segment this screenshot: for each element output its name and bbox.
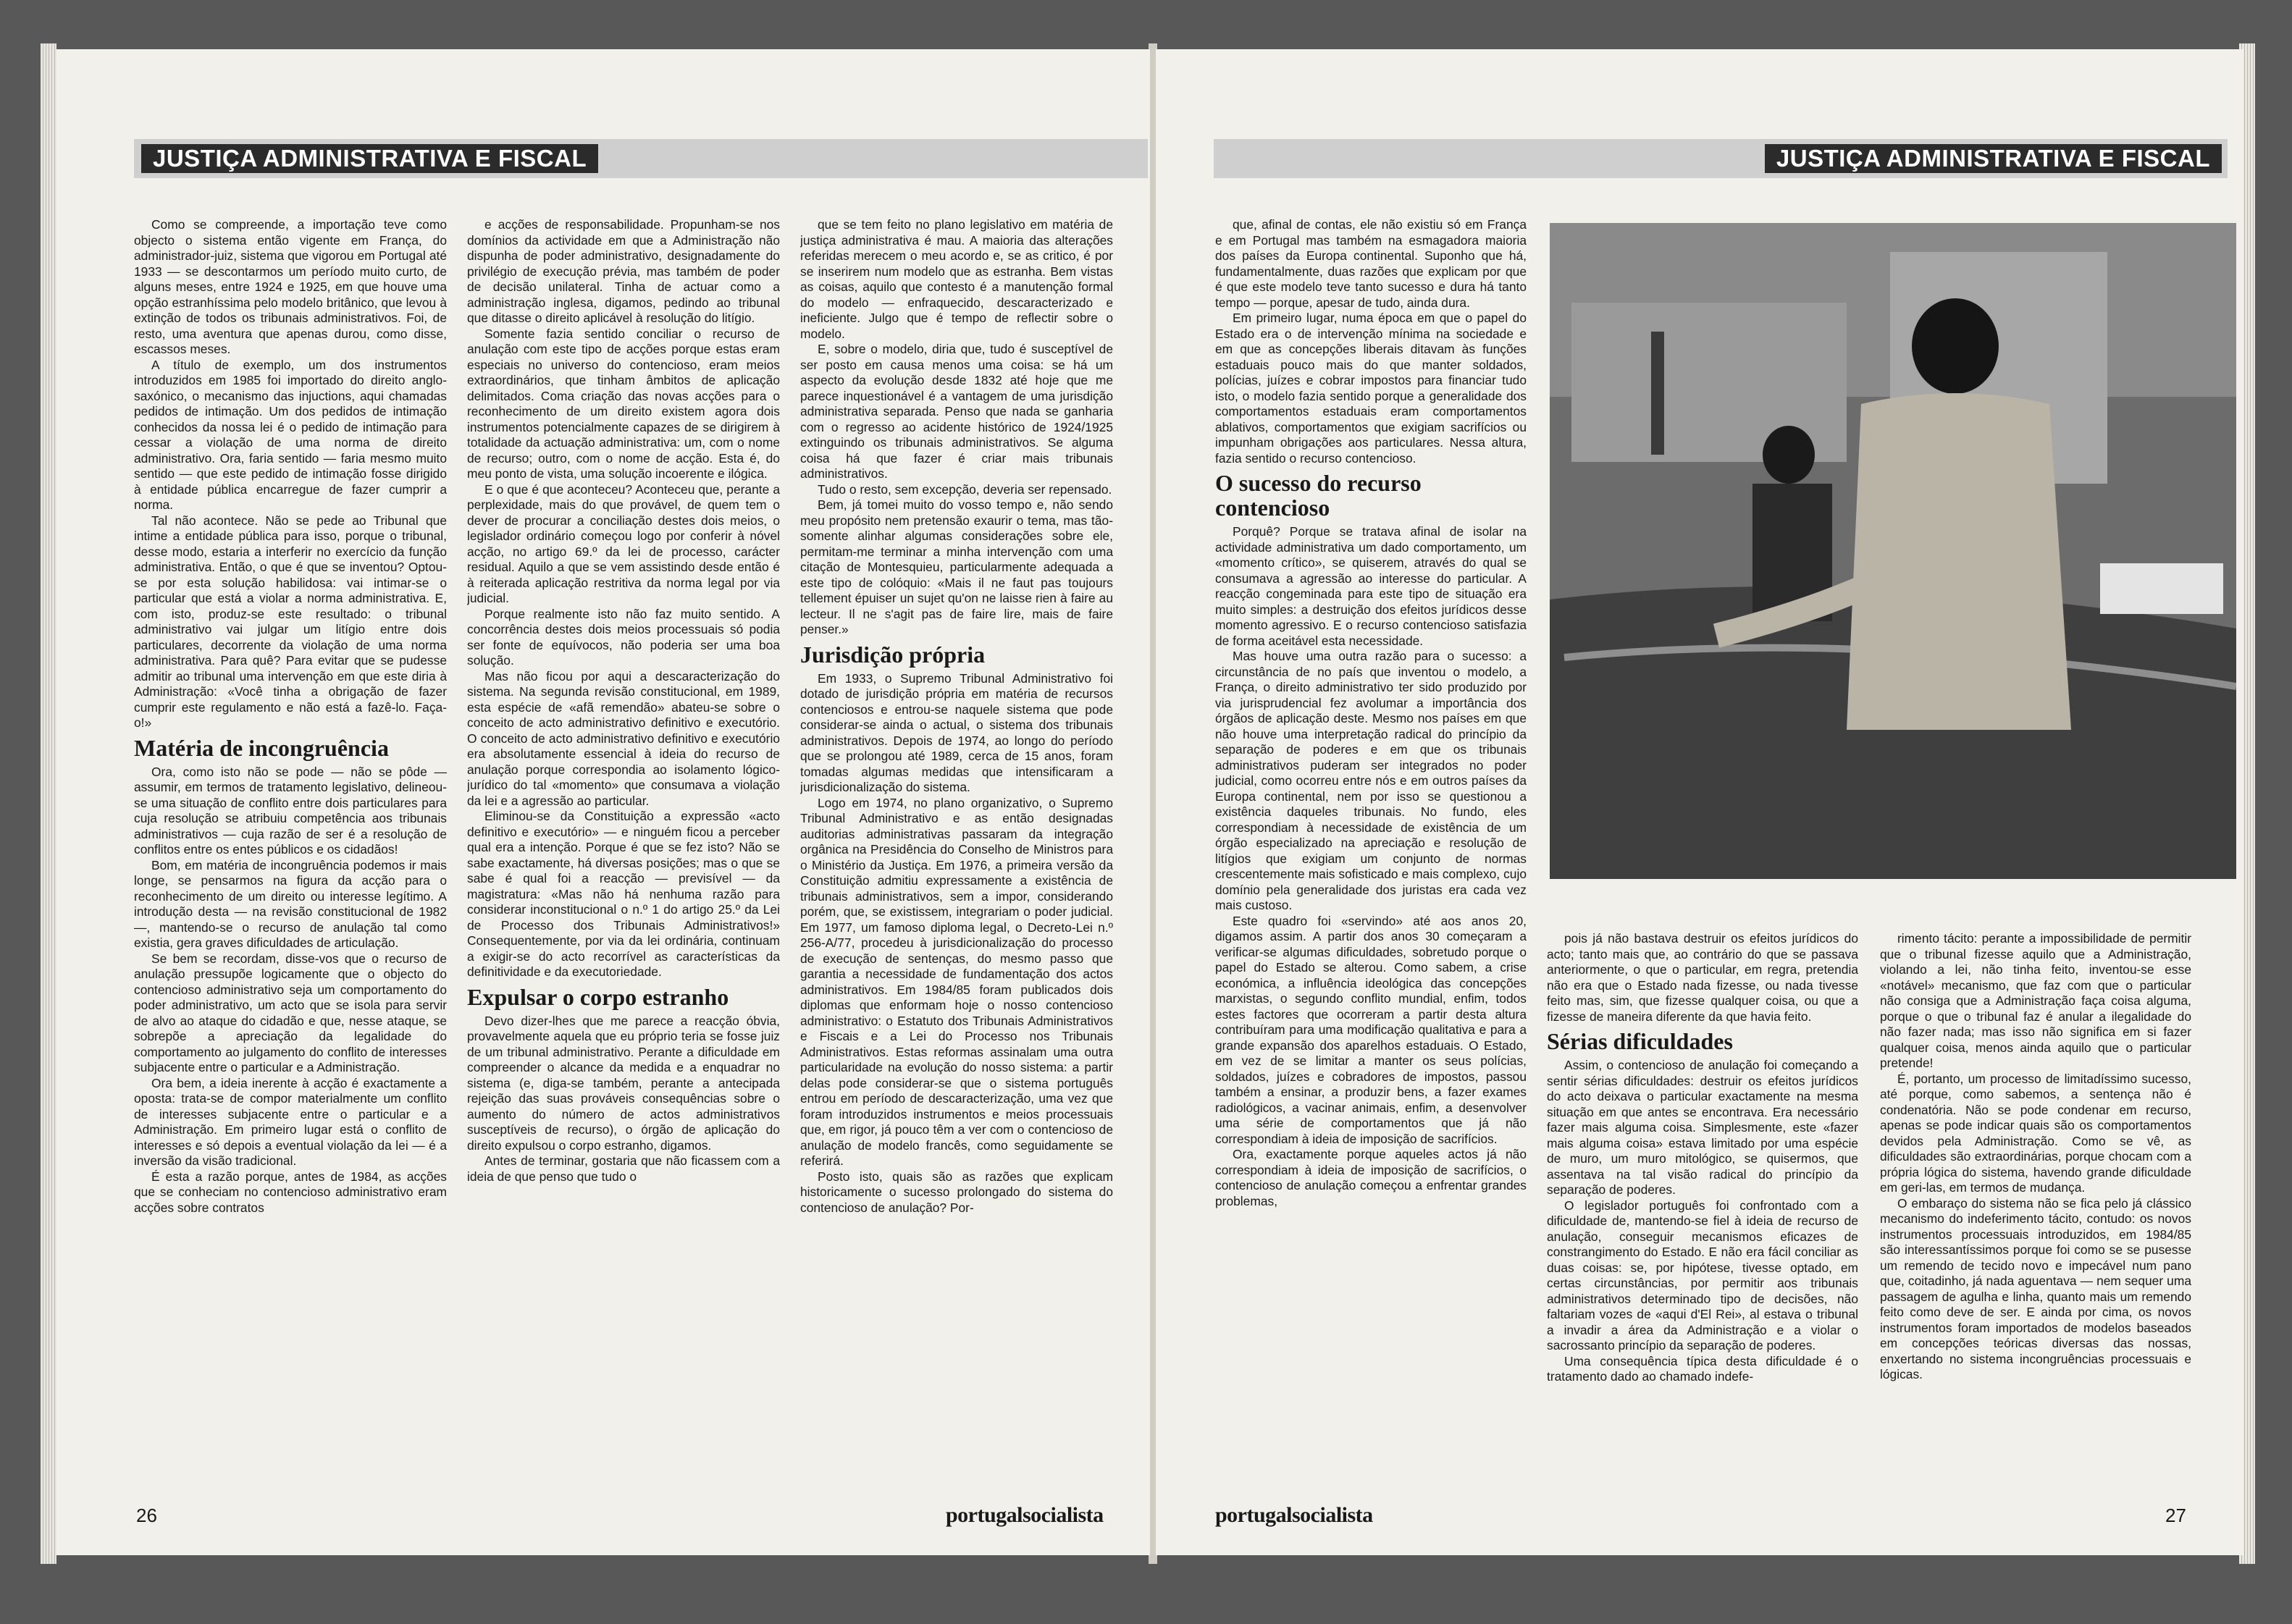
paragraph: e acções de responsabilidade. Propunham-se nos domínios da actividade em que a Administração não dispunha de poder administrativo, designadamente do privilégio de execução prévia, mas também de poder de decisão unilateral. Tinha de actuar como a administração inglesa, digamos, pedindo ao tribunal que ditasse o direito aplicável à resolução do litígio. xyxy=(467,217,780,325)
paragraph: Ora, como isto não se pode — não se pôde — assumir, em termos de tratamento legislativo, delineou-se uma situação de conflito entre dois particulares para cuja resolução se atribuiu competência aos tribunais administrativos — cuja razão de ser é a resolução de conflitos entre os entes públicos e os cidadãos! xyxy=(134,764,447,857)
paragraph: Logo em 1974, no plano organizativo, o Supremo Tribunal Administrativo e as então designadas auditorias administrativas passaram da integração orgânica na Presidência do Conselho de Ministros para o Ministério da Justiça. Em 1976, a primeira versão da Constituição admitiu expressamente a existência de tribunais administrativos, sem a impor, considerando porém, que, se existissem, integrariam o poder judicial. Em 1977, um famoso diploma legal, o Decreto-Lei n.º 256-A/77, procedeu à jurisdicionalização do processo de execução de sentenças, do mesmo passo que garantia a necessidade de fundamentação dos actos administrativos. Em 1984/85 foram publicados dois diplomas que enformam hoje o nosso contencioso administrativo: o Estatuto dos Tribunais Administrativos e Fiscais e a Lei do Processo nos Tribunais Administrativos. Estas reformas assinalam uma outra particularidade na evolução do nosso sistema: a partir delas pode considerar-se que o sistema português entrou em período de descaracterização, uma vez que foram introduzidos instrumentos e meios processuais que, em rigor, já pouco têm a ver com o contencioso de anulação de modelo francês, como seguidamente se referirá. xyxy=(800,795,1113,1168)
paragraph: Tudo o resto, sem excepção, deveria ser repensado. xyxy=(818,481,1112,497)
column-3-body-continued xyxy=(800,671,1113,1216)
paragraph: O embaraço do sistema não se fica pelo já clássico mecanismo do indeferimento tácito, contudo: os novos instrumentos processuais introduzidos, em 1984/85 são interessantíssimos porque foi como se se pusesse um remendo de tecido novo e impecável num pano que, coitadinho, já nada aguentava — nem sequer uma passagem de agulha e linha, quanto mais um remendo feito como deve de ser. E ainda por cima, os novos instrumentos foram importados de modelos baseados em concepções teóricas diversas das nossas, enxertando no sistema incongruências processuais e lógicas. xyxy=(1880,1195,2191,1381)
paragraph: Porquê? Porque se tratava afinal de isolar na actividade administrativa um dado comportamento, um «momento crítico», se quiserem, através do qual se consumava a agressão ao interesse do particular. A reacção congeminada para este tipo de situação era muito simples: a destruição dos efeitos jurídicos desse momento agressivo. E o recurso contencioso satisfazia de forma aceitável esta necessidade. xyxy=(1215,524,1527,648)
left-page xyxy=(56,49,1150,1555)
courtroom-photo xyxy=(1550,223,2236,879)
paragraph: Em 1933, o Supremo Tribunal Administrativo foi dotado de jurisdição própria em matéria de recursos contenciosos e entrou-se naquele sistema que pode considerar-se ainda o actual, o sistema dos tribunais administrativos. Depois de 1974, ao longo do período que se prolongou até 1989, cerca de 15 anos, foram tomadas algumas medidas que intensificaram a jurisdicionalização do sistema. xyxy=(800,670,1113,794)
left-page-edge xyxy=(41,43,56,1564)
left-column-1 xyxy=(134,217,447,1506)
column-3-body xyxy=(800,217,1113,638)
paragraph: Somente fazia sentido conciliar o recurso de anulação com este tipo de acções porque estas eram especiais no universo do contencioso, eram meios extraordinários, que tinham âmbitos de aplicação delimitados. Coma criação das novas acções para o reconhecimento de um direito existem agora dois instrumentos potencialmente capazes de se dirigirem à totalidade da actuação administrativa: um, com o nome de recurso; outro, com o nome de acção. Esta é, do meu ponto de vista, uma solução incoerente e ilógica. xyxy=(467,326,780,481)
paragraph: E o que é que aconteceu? Aconteceu que, perante a perplexidade, mais do que provável, de quem tem o dever de procurar a conciliação destes dois meios, o legislador ordinário começou logo por conferir à nóvel acção, no artigo 69.º da lei de processo, carácter residual. Aquilo a que se vem assistindo desde então é à reiterada aplicação restritiva da norma legal por via judicial. xyxy=(467,481,780,605)
right-column-2 xyxy=(1547,931,1858,1510)
column-2-body xyxy=(467,217,780,980)
column-5-body-continued xyxy=(1547,1058,1858,1385)
paragraph: que se tem feito no plano legislativo em matéria de justiça administrativa é mau. A maioria das alterações referidas merecem o meu acordo e, se as critico, é por se inserirem num modelo que as estranha. Bem vistas as coisas, aquilo que contesto é a manutenção formal do modelo — enfraquecido, descaracterizado e ineficiente. Julgo que é tempo de reflectir sobre o modelo. xyxy=(800,217,1113,341)
paragraph: rimento tácito: perante a impossibilidade de permitir que o tribunal fizesse aquilo que a Administração, violando a lei, não tinha feito, inventou-se esse «notável» mecanismo, que faz com que o particular não consiga que a Administração faça coisa alguma, porque o que o tribunal faz é anular a ilegalidade do não fazer nada; mas isso não significa em si fazer qualquer coisa, menos ainda aquilo que o particular pretende! xyxy=(1880,931,2191,1070)
column-4-body-continued xyxy=(1215,524,1527,1209)
paragraph: A título de exemplo, um dos instrumentos introduzidos em 1985 foi importado do direito anglo-saxónico, o mecanismo das injuctions, aqui chamadas pedidos de intimação. Um dos pedidos de intimação conhecidos da nossa lei é o pedido de intimação para cessar a violação de uma norma de direito administrativo. Ora, faria sentido — faria mesmo muito sentido — que este pedido de intimação fosse dirigido à entidade pública encarregue de fazer cumprir a norma. xyxy=(134,357,447,512)
paragraph: Este quadro foi «servindo» até aos anos 20, digamos assim. A partir dos anos 30 começaram a verificar-se algumas dificuldades, sobretudo porque o papel do Estado se alterou. Como sabem, a crise económica, a influência ideológica das concepções marxistas, o segundo conflito mundial, enfim, todos estes factores que ocorreram a partir desta altura contribuíram para uma modificação qualitativa e para a grande expansão dos aparelhos estaduais. O Estado, em vez de se limitar a manter os seus polícias, soldados, juízes e cobradores de impostos, passou também a ensinar, a produzir bens, a fazer exames radiológicos, a vacinar animais, enfim, a desenvolver uma série de comportamentos que já não correspondiam à ideia de imposição de sacrifícios. xyxy=(1215,913,1527,1146)
paragraph: Devo dizer-lhes que me parece a reacção óbvia, provavelmente aquela que eu próprio teria se fosse juiz de um tribunal administrativo. Perante a dificuldade em compreender o alcance da medida e a enquadrar no sistema (e, diga-se também, perante a antecipada rejeição das suas prováveis consequências sobre o aumento do número de actos administrativos susceptíveis de recurso), o órgão de aplicação do direito expulsou o corpo estranho, digamos. xyxy=(467,1013,780,1153)
paragraph: Porque realmente isto não faz muito sentido. A concorrência destes dois meios processuais só podia ser fonte de equívocos, não poderia ser uma boa solução. xyxy=(467,606,780,668)
left-column-3 xyxy=(800,217,1113,1506)
subheading-expulsar: Expulsar o corpo estranho xyxy=(467,983,729,1010)
paragraph: É, portanto, um processo de limitadíssimo sucesso, até porque, como sabemos, a sentença não é condenatória. Não se pode condenar em recurso, apenas se pode indicar quais são os comportamentos devidos pela Administração. Como se vê, as dificuldades são extraordinárias, porque chocam com a própria lógica do sistema, havendo grande dificuldade em geri-las, em termos de mudança. xyxy=(1880,1071,2191,1195)
paragraph: Mas não ficou por aqui a descaracterização do sistema. Na segunda revisão constitucional, em 1989, esta espécie de «afã remendão» abateu-se sobre o conceito de acto administrativo definitivo e executório. O conceito de acto administrativo definitivo e executório era absolutamente essencial à ideia do recurso de anulação porque correspondia ao isolamento lógico-jurídico do tal «momento» que consumava a violação da lei e a agressão ao particular. xyxy=(467,668,780,808)
column-1-body-continued xyxy=(134,765,447,1216)
column-5-body xyxy=(1547,931,1858,1025)
paragraph: Uma consequência típica desta dificuldade é o tratamento dado ao chamado indefe- xyxy=(1547,1353,1858,1384)
left-column-2 xyxy=(467,217,780,1506)
subheading-materia: Matéria de incongruência xyxy=(134,734,389,761)
paragraph: Ora bem, a ideia inerente à acção é exactamente a oposta: trata-se de compor materialmente um conflito de interesses subjacente entre o particular e a Administração. Em primeiro lugar está o conflito de interesses e só depois a eventual violação da lei — é a inversão da visão tradicional. xyxy=(134,1075,447,1168)
left-page-number: 26 xyxy=(136,1505,157,1526)
subheading-serias: Sérias dificuldades xyxy=(1547,1028,1733,1054)
right-masthead: portugalsocialista xyxy=(1215,1503,1373,1527)
paragraph: pois já não bastava destruir os efeitos jurídicos do acto; tanto mais que, ao contrário do que se passava anteriormente, o que o particular, em regra, pretendia não era que o Estado nada fizesse, ou nada tivesse feito mas, sim, que fizesse qualquer coisa, ou que a fizesse de maneira diferente da que havia feito. xyxy=(1547,931,1858,1024)
paragraph: que, afinal de contas, ele não existiu só em França e em Portugal mas também na esmagadora maioria dos países da Europa continental. Suponho que há, fundamentalmente, duas razões que explicam por que é que este modelo teve tanto sucesso e dura há tanto tempo — porque, apesar de tudo, ainda dura. xyxy=(1215,217,1527,310)
paragraph: Mas houve uma outra razão para o sucesso: a circunstância de no país que inventou o modelo, a França, o direito administrativo ter sido produzido por via jurisprudencial fez avolumar a importância dos órgãos de aplicação deste. Mesmo nos países em que não houve uma interpretação radical do princípio da separação de poderes e em que os tribunais administrativos puderam ser integrados no poder judicial, como ocorreu entre nós e em outros países da Europa continental, nem por isso se questionou a existência daqueles tribunais. No fundo, eles correspondiam à necessidade de existência de um órgão especializado na apreciação e resolução de litígios que exigiam um conjunto de normas crescentemente mais sofisticado e mais complexo, cujo domínio pela generalidade dos juristas era cada vez mais custoso. xyxy=(1215,649,1527,912)
right-section-title: JUSTIÇA ADMINISTRATIVA E FISCAL xyxy=(1765,144,2222,173)
paragraph: Se bem se recordam, disse-vos que o recurso de anulação pressupõe logicamente que o objecto do contencioso administrativo seja um comportamento do poder administrativo, um acto que se isola para servir de alvo ao ataque do cidadão e que, nesse ataque, se sobrepõe a apreciação da legalidade do comportamento ao julgamento do conflito de interesses subjacente entre o particular e a Administração. xyxy=(134,951,447,1074)
paragraph: Bem, já tomei muito do vosso tempo e, não sendo meu propósito nem pretensão exaurir o tema, mas tão-somente alinhar algumas considerações sobre ele, permitam-me terminar a minha intervenção com uma citação de Montesquieu, particularmente adequada a este tipo de colóquio: «Mais il ne faut pas toujours tellement épuiser un sujet qu'on ne laisse rien à faire au lecteur. Il ne s'agit pas de faire lire, mais de faire penser.» xyxy=(800,497,1113,636)
subheading-jurisdicao: Jurisdição própria xyxy=(800,641,986,668)
column-6-body xyxy=(1880,931,2191,1383)
paragraph: O legislador português foi confrontado com a dificuldade de, mantendo-se fiel à ideia de recurso de anulação, conseguir mecanismos eficazes de constrangimento do Estado. E não era fácil conciliar as duas coisas: se, por hipótese, tivesse optado, em certas circunstâncias, por permitir aos tribunais administrativos determinado tipo de decisões, não faltariam vozes de «aqui d'El Rei», al estava o tribunal a invadir a área da Administração e a violar o sacrossanto princípio da separação de poderes. xyxy=(1547,1198,1858,1352)
right-header-band xyxy=(1214,139,2228,178)
right-page-number: 27 xyxy=(2165,1505,2186,1526)
left-section-title: JUSTIÇA ADMINISTRATIVA E FISCAL xyxy=(141,144,598,173)
photo-icon xyxy=(1550,223,2236,879)
paragraph: E, sobre o modelo, diria que, tudo é susceptível de ser posto em causa menos uma coisa: se há um aspecto da evolução desde 1832 até hoje que me parece inquestionável é a vantagem de uma jurisdição administrativa separada. Penso que nada se ganharia com o regresso ao acidente histórico de 1924/1925 extinguindo os tribunais administrativos. Se alguma coisa há que fazer é criar mais tribunais administrativos. xyxy=(800,342,1113,481)
subheading-sucesso: O sucesso do recurso contencioso xyxy=(1215,470,1422,521)
paragraph: Eliminou-se da Constituição a expressão «acto definitivo e executório» — e ninguém ficou a perceber qual era a intenção. Porque é que se fez isto? Não se sabe exactamente, há diversas posições; mas o que se sabe é qual foi a reacção — previsível — da magistratura: «Mas não há nenhuma razão para considerar inconstitucional o n.º 1 do artigo 25.º da Lei de Processo dos Tribunais Administrativos!» Consequentemente, por via da lei ordinária, continuam a exigir-se do acto recorrível as características da definitividade e da executoriedade. xyxy=(467,809,780,979)
paragraph: Tal não acontece. Não se pede ao Tribunal que intime a entidade pública para isso, porque o tribunal, desse modo, estaria a interferir no exercício da função administrativa. Então, o que é que se inventou? Optou-se por esta solução habilidosa: vai intimar-se o particular que está a violar a norma administrativa. E, com isto, produz-se este resultado: o tribunal administrativo vai julgar um litígio entre dois particulares, decorrente da violação de uma norma administrativa. Para quê? Para evitar que se pudesse admitir ao tribunal uma intervenção em que este diria à Administração: «Você tinha a obrigação de fazer cumprir este regulamento e não está a fazê-lo. Faça-o!» xyxy=(134,513,447,730)
paragraph: Antes de terminar, gostaria que não ficassem com a ideia de que penso que tudo o xyxy=(467,1153,780,1184)
paragraph: Como se compreende, a importação teve como objecto o sistema então vigente em França, do administrador-juiz, sistema que vigorou em Portugal até 1933 — se descontarmos um período muito curto, de alguns meses, entre 1924 e 1925, em que houve uma opção estranhíssima pelo modelo britânico, que levou à extinção de todos os tribunais administrativos. Foi, de resto, uma aventura que apenas durou, como disse, escassos meses. xyxy=(134,217,447,356)
paragraph: Bom, em matéria de incongruência podemos ir mais longe, se pensarmos na figura da acção para o reconhecimento de um direito ou interesse legítimo. A introdução desta — na revisão constitucional de 1982 —, mantendo-se o recurso de anulação tal como existia, gera graves dificuldades de articulação. xyxy=(134,857,447,950)
column-4-body xyxy=(1215,217,1527,466)
right-column-1 xyxy=(1215,217,1527,1506)
column-2-body-continued xyxy=(467,1014,780,1185)
column-1-body xyxy=(134,217,447,731)
left-masthead: portugalsocialista xyxy=(946,1503,1104,1527)
left-header-band xyxy=(134,139,1148,178)
paragraph: Ora, exactamente porque aqueles actos já não correspondiam à ideia de imposição de sacrifícios, o contencioso de anulação começou a enfrentar grandes problemas, xyxy=(1215,1147,1527,1208)
paragraph: Posto isto, quais são as razões que explicam historicamente o sucesso prolongado do sistema do contencioso de anulação? Por- xyxy=(800,1169,1113,1215)
paragraph: É esta a razão porque, antes de 1984, as acções que se conheciam no contencioso administrativo eram acções sobre contratos xyxy=(134,1169,447,1215)
right-column-3 xyxy=(1880,931,2191,1510)
paragraph: Assim, o contencioso de anulação foi começando a sentir sérias dificuldades: destruir os efeitos jurídicos do acto deixava o particular exactamente na mesma situação em que antes se encontrava. Era necessário fazer mais alguma coisa. Simplesmente, este «fazer mais alguma coisa» estava limitado por uma espécie de muro, um muro mitológico, se quisermos, que assentava na tal visão radical do princípio da separação de poderes. xyxy=(1547,1058,1858,1197)
paragraph: Em primeiro lugar, numa época em que o papel do Estado era o de intervenção mínima na sociedade e em que as concepções liberais ditavam às funções estaduais pouco mais do que manter soldados, polícias, juízes e cobrar impostos para financiar tudo isto, o modelo fazia sentido porque a generalidade dos comportamentos estaduais eram comportamentos ablativos, comportamentos que exigiam sacrifícios ou impunham obrigações aos particulares. Nessa altura, fazia sentido o recurso contencioso. xyxy=(1215,311,1527,466)
